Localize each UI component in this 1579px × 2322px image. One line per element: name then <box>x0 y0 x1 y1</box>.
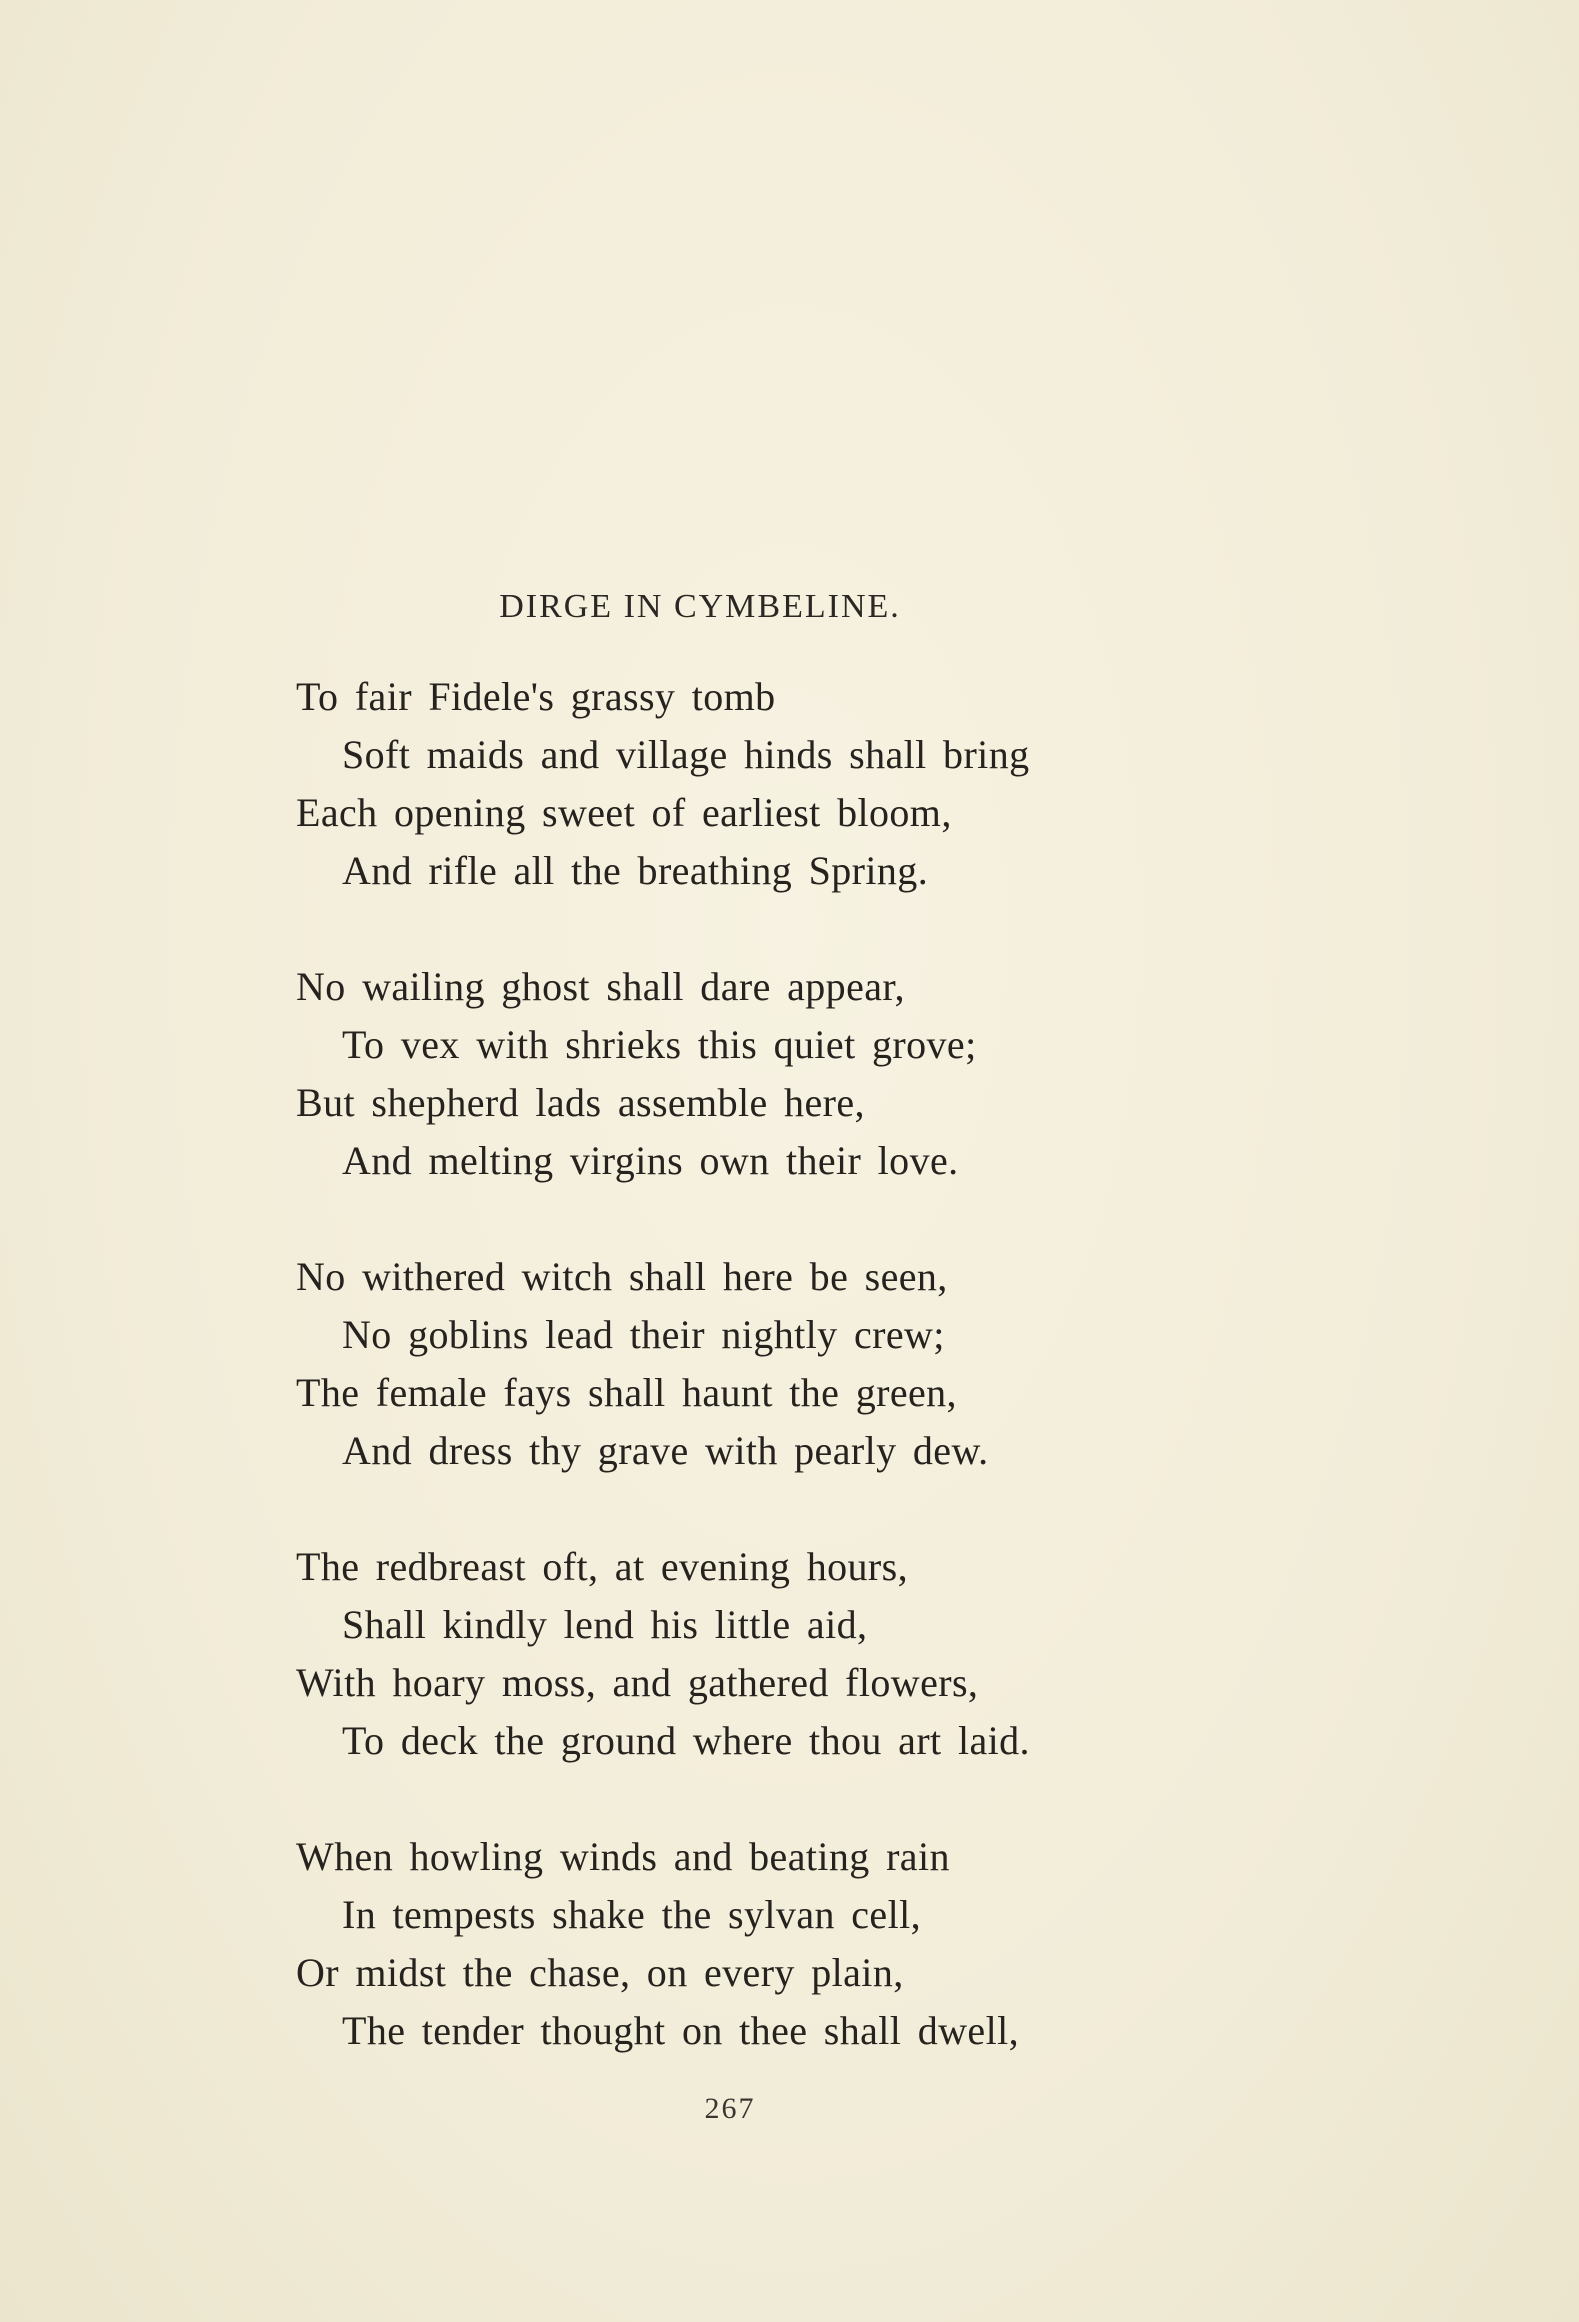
poem-line: When howling winds and beating rain <box>296 1834 950 1879</box>
poem-line: With hoary moss, and gathered flowers, <box>296 1660 979 1705</box>
poem-line: No goblins lead their nightly crew; <box>342 1312 945 1357</box>
poem-line: No wailing ghost shall dare appear, <box>296 964 905 1009</box>
poem-line: Each opening sweet of earliest bloom, <box>296 790 952 835</box>
poem-line: Shall kindly lend his little aid, <box>342 1602 868 1647</box>
poem-line: No withered witch shall here be seen, <box>296 1254 948 1299</box>
poem-line: And rifle all the breathing Spring. <box>342 848 929 893</box>
poem-line: But shepherd lads assemble here, <box>296 1080 865 1125</box>
poem-line: The tender thought on thee shall dwell, <box>342 2008 1019 2053</box>
stanza <box>296 958 1296 1190</box>
poem-line: To deck the ground where thou art laid. <box>342 1718 1030 1763</box>
stanza <box>296 1828 1296 2060</box>
poem-line: And dress thy grave with pearly dew. <box>342 1428 989 1473</box>
poem-line: Soft maids and village hinds shall bring <box>342 732 1030 777</box>
poem-title: DIRGE IN CYMBELINE. <box>499 588 901 625</box>
page-number: 267 <box>704 2092 756 2125</box>
stanza <box>296 1248 1296 1480</box>
poem-line: The female fays shall haunt the green, <box>296 1370 957 1415</box>
poem-line: Or midst the chase, on every plain, <box>296 1950 904 1995</box>
poem-line: In tempests shake the sylvan cell, <box>342 1892 922 1937</box>
stanza <box>296 1538 1296 1770</box>
poem-line: And melting virgins own their love. <box>342 1138 959 1183</box>
poem-line: To vex with shrieks this quiet grove; <box>342 1022 977 1067</box>
stanza <box>296 668 1296 900</box>
poem-line: To fair Fidele's grassy tomb <box>296 674 776 719</box>
poem-line: The redbreast oft, at evening hours, <box>296 1544 908 1589</box>
poem-body <box>296 668 1296 2118</box>
